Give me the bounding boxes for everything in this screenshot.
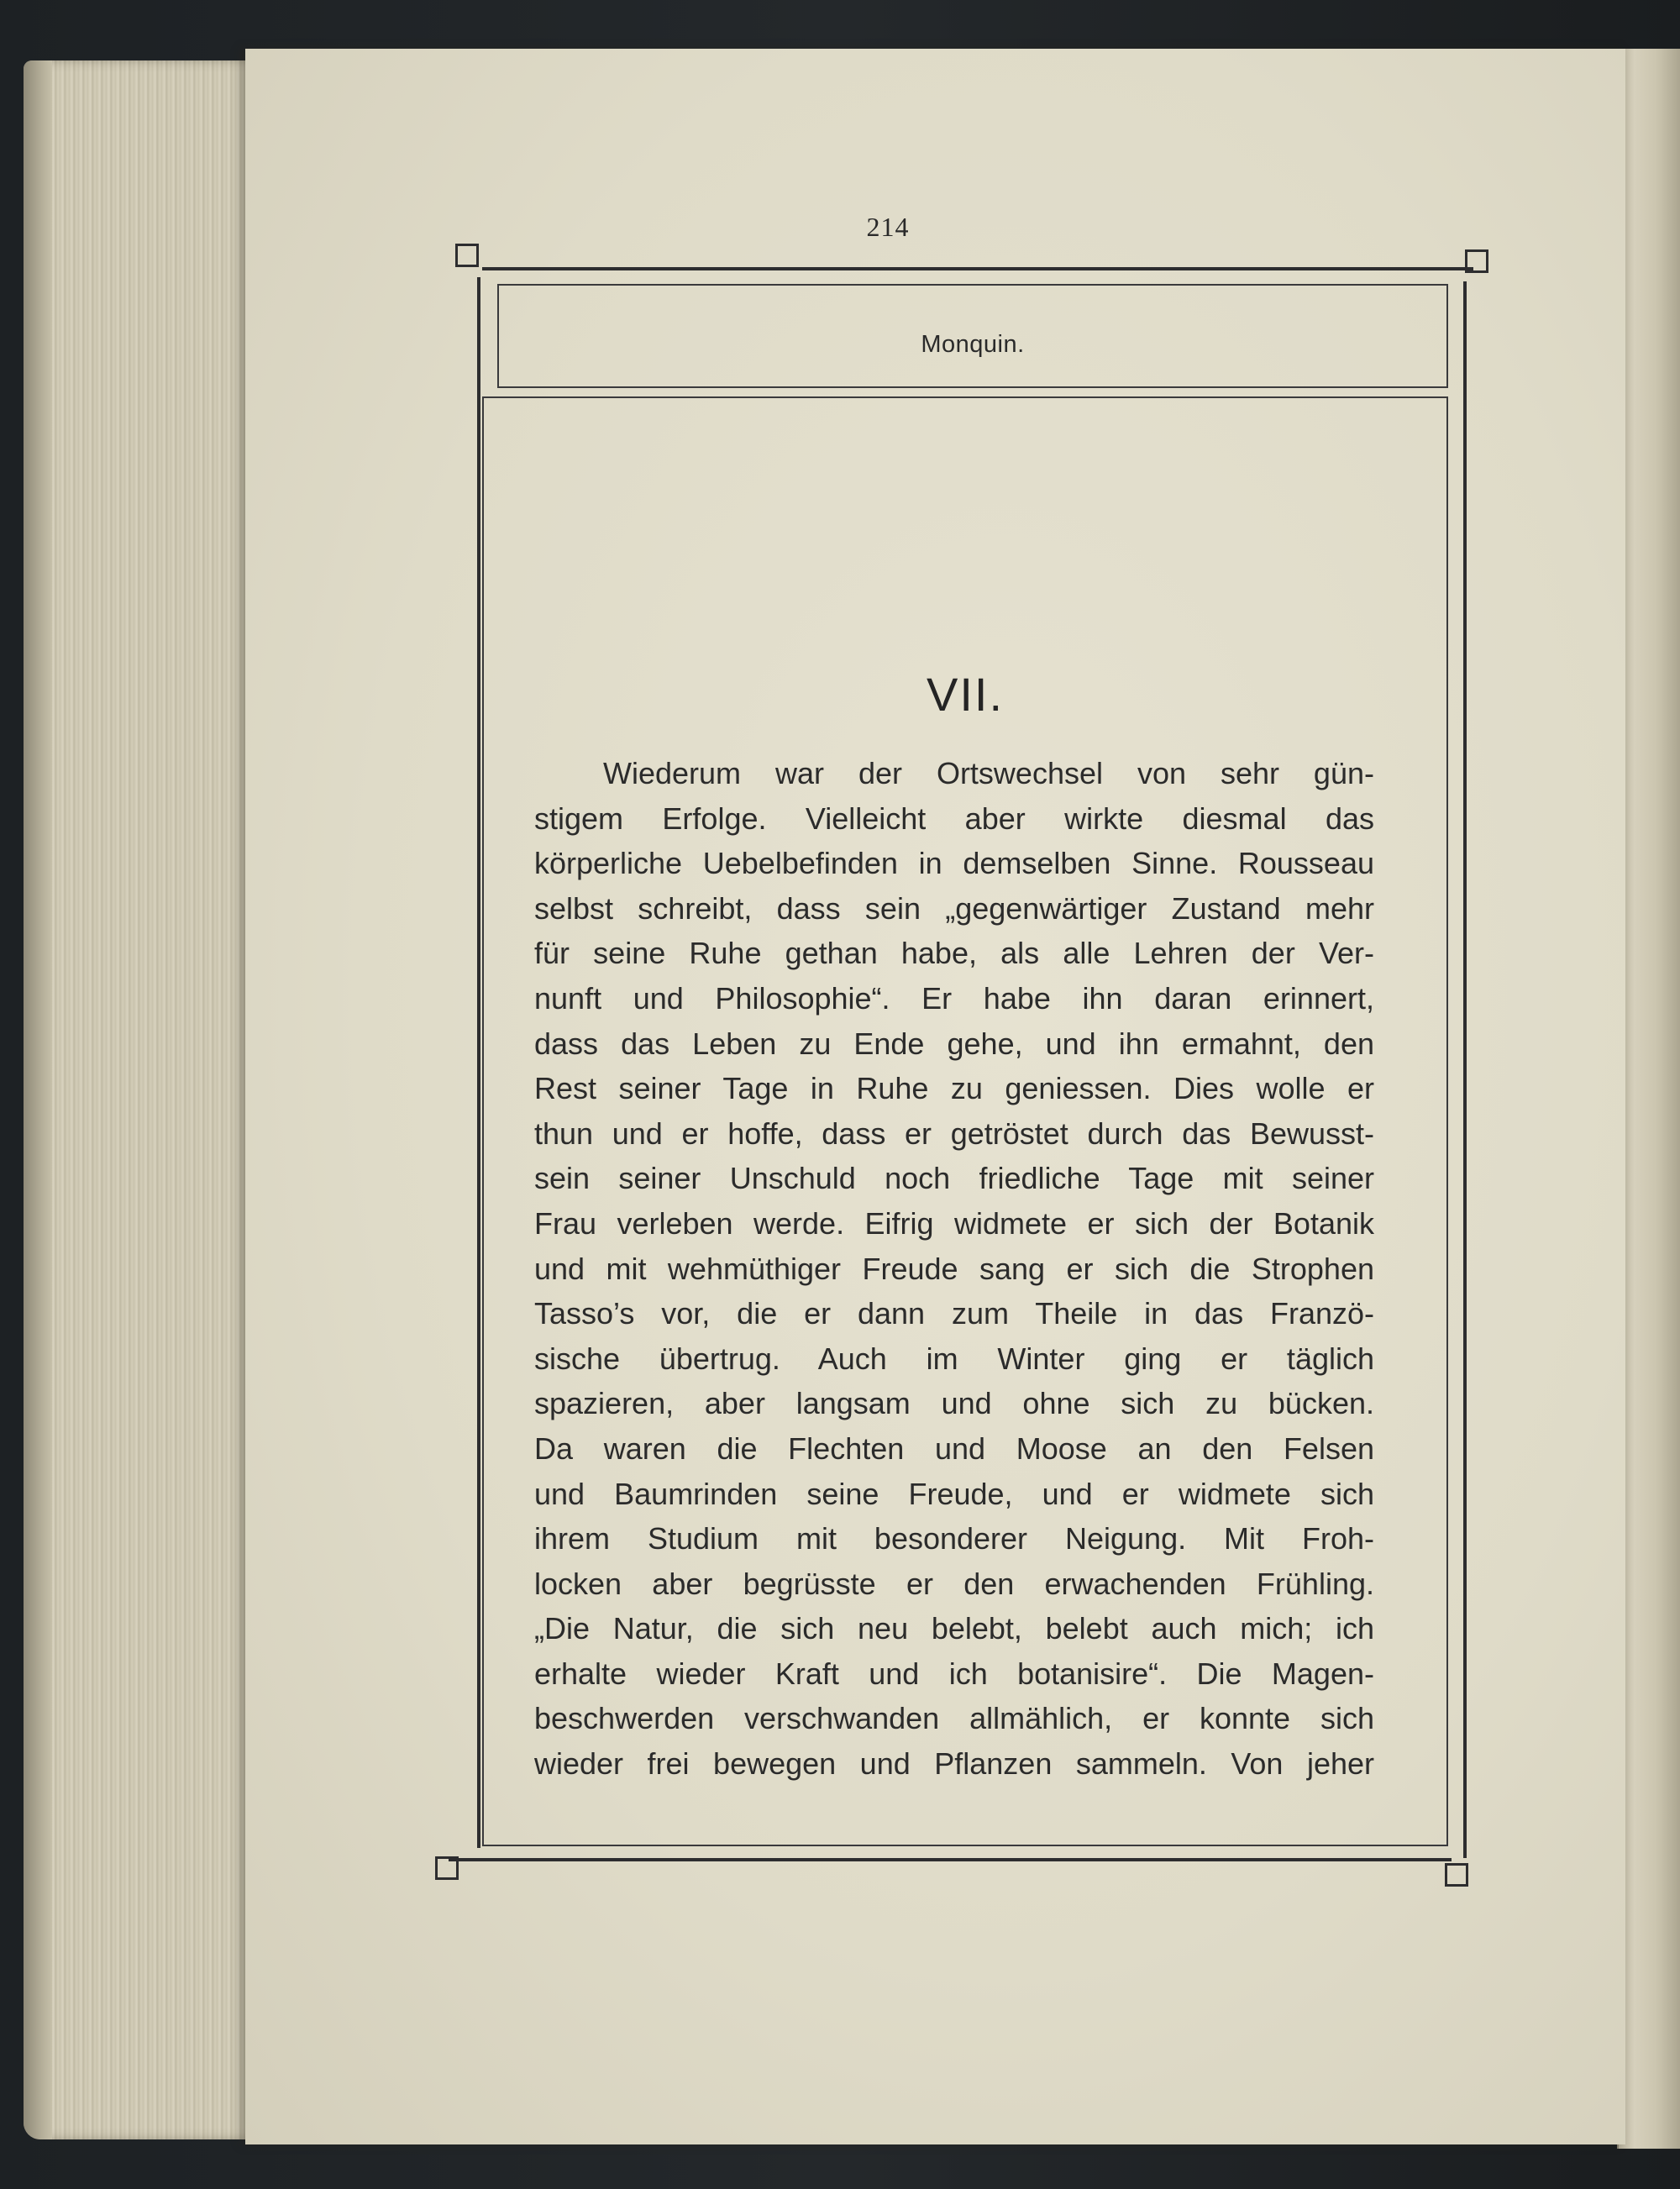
text-line: und Baumrinden seine Freude, und er widmete sich	[534, 1476, 1374, 1511]
running-head: Monquin.	[921, 331, 1025, 358]
frame-top-line	[482, 267, 1473, 270]
chapter-title: VII.	[926, 668, 1005, 721]
text-line: selbst schreibt, dass sein „gegenwärtiger Zustand mehr	[534, 890, 1374, 926]
frame-corner-top-left	[455, 244, 479, 267]
text-line: dass das Leben zu Ende gehe, und ihn ermahnt, den	[534, 1026, 1374, 1061]
text-line: Tasso’s vor, die er dann zum Theile in das Franzö-	[534, 1296, 1374, 1331]
text-line: „Die Natur, die sich neu belebt, belebt auch mich; ich	[534, 1611, 1374, 1646]
text-line: Wiederum war der Ortswechsel von sehr gün-	[603, 756, 1374, 790]
frame-bottom-line	[449, 1858, 1452, 1861]
frame-left-line	[477, 277, 480, 1848]
text-line: beschwerden verschwanden allmählich, er konnte sich	[534, 1701, 1374, 1736]
text-line: locken aber begrüsste er den erwachenden Frühling.	[534, 1566, 1374, 1601]
frame-corner-top-right	[1465, 249, 1488, 273]
text-box	[482, 396, 1448, 1846]
text-line: Frau verleben werde. Eifrig widmete er sich der Botanik	[534, 1205, 1374, 1241]
text-line: Da waren die Flechten und Moose an den Felsen	[534, 1430, 1374, 1466]
frame-corner-bottom-right	[1445, 1863, 1468, 1887]
text-line: wieder frei bewegen und Pflanzen sammeln. Von jeher	[534, 1746, 1374, 1782]
text-line: spazieren, aber langsam und ohne sich zu bücken.	[534, 1386, 1374, 1421]
page-number: 214	[866, 212, 910, 242]
text-line: Rest seiner Tage in Ruhe zu geniessen. Dies wolle er	[534, 1071, 1374, 1106]
text-line: stigem Erfolge. Vielleicht aber wirkte diesmal das	[534, 801, 1374, 836]
text-line: ihrem Studium mit besonderer Neigung. Mit Froh-	[534, 1521, 1374, 1556]
text-line: für seine Ruhe gethan habe, als alle Lehren der Ver-	[534, 936, 1374, 971]
text-line: sische übertrug. Auch im Winter ging er täglich	[534, 1341, 1374, 1376]
frame-right-line	[1463, 281, 1467, 1858]
right-page-edge	[1617, 49, 1680, 2149]
text-line: sein seiner Unschuld noch friedliche Tage mit seiner	[534, 1161, 1374, 1196]
left-page-edges	[24, 60, 255, 2139]
body-text	[534, 751, 1374, 1787]
frame-corner-bottom-left	[435, 1856, 459, 1880]
text-line: körperliche Uebelbefinden in demselben Sinne. Rousseau	[534, 846, 1374, 881]
text-line: erhalte wieder Kraft und ich botanisire“. Die Magen-	[534, 1656, 1374, 1691]
header-box	[497, 284, 1448, 388]
text-line: und mit wehmüthiger Freude sang er sich die Strophen	[534, 1251, 1374, 1286]
text-line: thun und er hoffe, dass er getröstet durch das Bewusst-	[534, 1115, 1374, 1151]
text-line: nunft und Philosophie“. Er habe ihn daran erinnert,	[534, 980, 1374, 1016]
